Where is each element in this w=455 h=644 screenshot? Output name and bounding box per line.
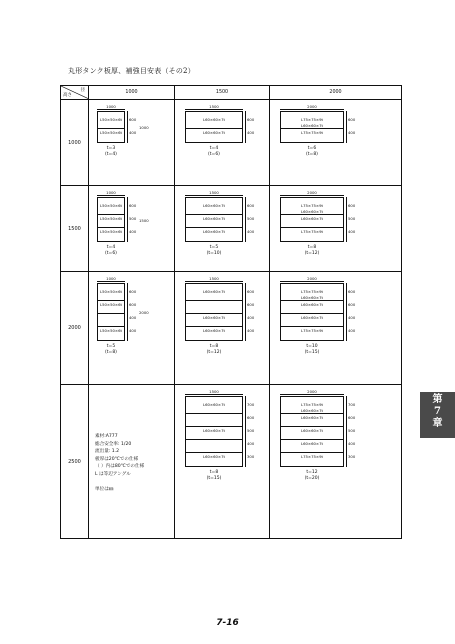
tank-outline	[280, 283, 344, 341]
top-dimension-line	[97, 195, 125, 196]
chapter-number: 7	[434, 406, 441, 417]
band-height-dim: 600	[348, 289, 356, 294]
reinforcement-label: L60×60×7t	[300, 216, 324, 221]
top-dimension-line	[185, 281, 243, 282]
band-divider	[281, 313, 343, 314]
band-height-dim: 400	[129, 229, 137, 234]
reinforcement-label: L60×60×7t	[300, 302, 324, 307]
thickness-value: t=4	[106, 245, 116, 250]
band-height-dim: 600	[247, 203, 255, 208]
tank-cell	[175, 186, 270, 272]
thickness-value-hot: (t=10)	[206, 251, 222, 256]
reinforcement-label: L50×50×6t	[99, 117, 123, 122]
band-height-dim: 300	[348, 454, 356, 459]
thickness-value-hot: (t=8)	[306, 152, 318, 157]
band-height-dim: 500	[247, 428, 255, 433]
height-dimension-line	[346, 111, 347, 143]
chapter-char: 章	[432, 418, 443, 429]
reinforcement-label: L60×60×7t	[300, 415, 324, 420]
band-divider	[281, 452, 343, 453]
height-dimension-line	[127, 197, 128, 242]
band-divider	[281, 439, 343, 440]
reinforcement-label: L60×60×7t	[202, 203, 226, 208]
reinforcement-label: L50×50×6t	[99, 216, 123, 221]
band-divider	[281, 426, 343, 427]
band-height-dim: 400	[247, 441, 255, 446]
band-height-dim: 600	[247, 289, 255, 294]
band-divider	[186, 452, 242, 453]
height-dimension-line	[245, 111, 246, 143]
chapter-side-tab	[420, 392, 455, 438]
thickness-value-hot: (t=15)	[304, 350, 320, 355]
top-dimension-value: 1500	[209, 190, 219, 195]
band-height-dim: 600	[247, 415, 255, 420]
tank-cell	[89, 186, 175, 272]
thickness-value: t=8	[209, 470, 219, 475]
band-height-dim: 500	[129, 216, 137, 221]
band-divider	[186, 227, 242, 228]
band-height-dim: 600	[129, 289, 137, 294]
band-height-dim: 600	[348, 415, 356, 420]
thickness-value: t=10	[306, 344, 318, 349]
height-dimension-line	[127, 283, 128, 341]
top-dimension-line	[97, 281, 125, 282]
band-height-dim: 400	[348, 130, 356, 135]
diameter-header-2000: 2000	[270, 86, 402, 100]
reinforcement-label: L60×60×7t	[202, 289, 226, 294]
tank-cell	[89, 100, 175, 186]
band-height-dim: 400	[247, 328, 255, 333]
band-height-dim: 400	[348, 315, 356, 320]
height-dimension-line	[245, 197, 246, 242]
chapter-char: 第	[432, 394, 443, 405]
band-height-dim: 500	[247, 216, 255, 221]
band-divider	[186, 313, 242, 314]
band-divider	[186, 300, 242, 301]
tank-outline	[280, 396, 344, 467]
thickness-value: t=4	[209, 146, 219, 151]
tank-outline	[185, 396, 243, 467]
top-dimension-value: 2000	[307, 276, 317, 281]
reinforcement-label: L75×75×9t	[300, 130, 324, 135]
reinforcement-label: L50×50×6t	[99, 328, 123, 333]
top-dimension-line	[280, 394, 344, 395]
page-title: 丸形タンク板厚、補強目安表（その2）	[68, 67, 195, 75]
tank-outline	[185, 197, 243, 242]
reinforcement-label: L60×60×7t	[202, 402, 226, 407]
reinforcement-label: L60×60×7t	[202, 130, 226, 135]
reinforcement-label: L50×50×6t	[99, 229, 123, 234]
reinforcement-label: L60×60×7t	[300, 315, 324, 320]
thickness-value-hot: (t=4)	[105, 152, 117, 157]
reinforcement-label: L60×60×7t	[202, 454, 226, 459]
intermediate-label: L60×60×7t	[300, 407, 324, 413]
reinforcement-label: L50×50×6t	[99, 130, 123, 135]
tank-cell	[175, 100, 270, 186]
thickness-value-hot: (t=15)	[206, 476, 222, 481]
band-height-dim: 600	[348, 203, 356, 208]
top-dimension-line	[280, 195, 344, 196]
spec-notes-cell	[89, 385, 175, 539]
tank-outline	[97, 111, 125, 143]
band-divider	[186, 413, 242, 414]
tank-cell	[89, 272, 175, 385]
band-height-dim: 400	[129, 328, 137, 333]
reinforcement-label: L75×75×9t	[300, 117, 324, 122]
band-divider	[98, 300, 124, 301]
intermediate-label: L60×60×7t	[300, 294, 324, 300]
top-dimension-value: 2000	[307, 104, 317, 109]
spec-line: 総合安全率: 1/20	[95, 441, 132, 447]
thickness-value: t=5	[209, 245, 219, 250]
intermediate-label: L60×60×7t	[300, 122, 324, 128]
tank-outline	[185, 111, 243, 143]
top-dimension-value: 1500	[209, 104, 219, 109]
reinforcement-label: L60×60×7t	[202, 117, 226, 122]
band-divider	[186, 128, 242, 129]
thickness-value-hot: (t=20)	[304, 476, 320, 481]
thickness-value: t=3	[106, 146, 116, 151]
height-dimension-line	[245, 283, 246, 341]
band-height-dim: 300	[247, 454, 255, 459]
band-divider	[281, 214, 343, 215]
top-dimension-value: 2000	[307, 389, 317, 394]
band-height-dim: 600	[348, 302, 356, 307]
band-height-dim: 600	[247, 302, 255, 307]
spec-line	[95, 479, 144, 487]
top-dimension-value: 2000	[307, 190, 317, 195]
band-divider	[98, 214, 124, 215]
thickness-value: t=5	[106, 344, 116, 349]
reinforcement-label: L75×75×9t	[300, 402, 324, 407]
tank-spec-table	[60, 85, 402, 539]
reinforcement-label: L75×75×9t	[300, 203, 324, 208]
page-number: 7-16	[216, 618, 239, 628]
reinforcement-label: L60×60×7t	[202, 216, 226, 221]
row-height-2000: 2000	[61, 272, 89, 385]
total-height-dim: 2000	[139, 310, 149, 315]
diameter-header-1000: 1000	[89, 86, 175, 100]
thickness-value: t=8	[307, 245, 317, 250]
band-divider	[186, 439, 242, 440]
tank-cell	[175, 385, 270, 539]
reinforcement-label: L50×50×6t	[99, 302, 123, 307]
reinforcement-label: L75×75×9t	[300, 289, 324, 294]
band-divider	[98, 326, 124, 327]
band-height-dim: 700	[247, 402, 255, 407]
thickness-value-hot: (t=12)	[304, 251, 320, 256]
thickness-value-hot: (t=8)	[105, 350, 117, 355]
band-height-dim: 400	[348, 229, 356, 234]
band-divider	[98, 128, 124, 129]
thickness-value-hot: (t=6)	[208, 152, 220, 157]
height-dimension-line	[346, 396, 347, 467]
spec-line: 単位は㎜	[95, 487, 114, 493]
tank-cell	[175, 272, 270, 385]
tank-cell	[270, 385, 402, 539]
row-height-1500: 1500	[61, 186, 89, 272]
band-height-dim: 400	[247, 130, 255, 135]
reinforcement-label: L60×60×7t	[202, 229, 226, 234]
band-height-dim: 500	[348, 428, 356, 433]
band-divider	[186, 326, 242, 327]
top-dimension-line	[280, 109, 344, 110]
row-height-2500: 2500	[61, 385, 89, 539]
band-height-dim: 500	[348, 216, 356, 221]
tank-cell	[270, 272, 402, 385]
band-height-dim: 400	[129, 315, 137, 320]
band-divider	[98, 227, 124, 228]
band-height-dim: 400	[247, 315, 255, 320]
tank-cell	[270, 100, 402, 186]
band-height-dim: 600	[129, 117, 137, 122]
reinforcement-label: L75×75×9t	[300, 328, 324, 333]
top-dimension-line	[185, 109, 243, 110]
top-dimension-value: 1500	[209, 276, 219, 281]
spec-notes	[95, 433, 144, 494]
band-divider	[98, 313, 124, 314]
tank-outline	[97, 197, 125, 242]
tank-cell	[270, 186, 402, 272]
spec-line: 板厚は20℃での仕様	[95, 456, 139, 462]
thickness-value-hot: (t=12)	[206, 350, 222, 355]
total-height-dim: 1500	[139, 217, 149, 223]
thickness-value: t=8	[209, 344, 219, 349]
top-dimension-line	[97, 109, 125, 110]
height-dimension-line	[127, 111, 128, 143]
tank-outline	[280, 111, 344, 143]
tank-outline	[97, 283, 125, 341]
thickness-value-hot: (t=6)	[105, 251, 117, 256]
top-dimension-line	[185, 394, 243, 395]
reinforcement-label: L50×50×6t	[99, 203, 123, 208]
corner-diameter-label: 径	[80, 88, 85, 93]
height-dimension-line	[346, 197, 347, 242]
tank-outline	[185, 283, 243, 341]
reinforcement-label: L50×50×6t	[99, 289, 123, 294]
top-dimension-value: 1000	[106, 104, 116, 109]
band-divider	[281, 300, 343, 301]
diameter-header-1500: 1500	[175, 86, 270, 100]
height-dimension-line	[346, 283, 347, 341]
reinforcement-label: L75×75×9t	[300, 454, 324, 459]
corner-height-label: 高さ	[63, 93, 72, 98]
band-height-dim: 400	[348, 441, 356, 446]
reinforcement-label: L60×60×7t	[300, 441, 324, 446]
reinforcement-label: L60×60×7t	[202, 328, 226, 333]
top-dimension-value: 1500	[209, 389, 219, 394]
reinforcement-label: L75×75×9t	[300, 229, 324, 234]
band-height-dim: 700	[348, 402, 356, 407]
top-dimension-value: 1000	[106, 276, 116, 281]
band-divider	[281, 128, 343, 129]
corner-header	[61, 86, 89, 100]
band-height-dim: 600	[348, 117, 356, 122]
top-dimension-value: 1000	[106, 190, 116, 195]
reinforcement-label: L60×60×7t	[300, 428, 324, 433]
spec-line: 流出量: 1.2	[95, 449, 120, 455]
band-height-dim: 400	[247, 229, 255, 234]
band-divider	[281, 413, 343, 414]
band-height-dim: 600	[129, 302, 137, 307]
band-divider	[186, 426, 242, 427]
band-height-dim: 600	[129, 203, 137, 208]
spec-line: 素材:A777	[95, 434, 118, 439]
intermediate-label: L60×60×7t	[300, 208, 324, 214]
band-divider	[281, 326, 343, 327]
thickness-value: t=12	[306, 470, 318, 475]
thickness-value: t=6	[307, 146, 317, 151]
band-height-dim: 400	[348, 328, 356, 333]
reinforcement-label: L60×60×7t	[202, 315, 226, 320]
spec-line: （ ）内は80℃での仕様	[95, 464, 145, 470]
band-divider	[186, 214, 242, 215]
spec-line: L は等辺アングル	[95, 471, 131, 477]
band-divider	[281, 227, 343, 228]
top-dimension-line	[280, 281, 344, 282]
total-height-dim: 1000	[139, 125, 149, 130]
row-height-1000: 1000	[61, 100, 89, 186]
tank-outline	[280, 197, 344, 242]
height-dimension-line	[245, 396, 246, 467]
band-height-dim: 600	[247, 117, 255, 122]
top-dimension-line	[185, 195, 243, 196]
band-height-dim: 400	[129, 130, 137, 135]
reinforcement-label: L60×60×7t	[202, 428, 226, 433]
